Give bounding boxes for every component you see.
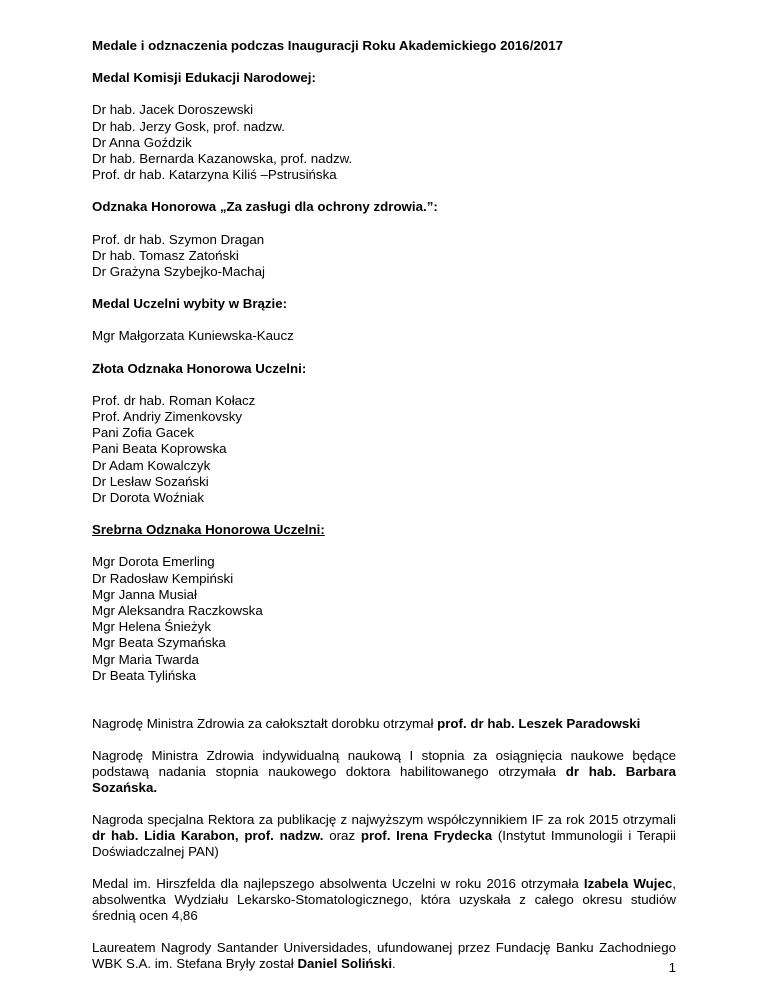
recipient-name: Mgr Helena Śnieżyk: [92, 619, 211, 635]
award-paragraph-minister-scientific: [92, 748, 676, 797]
recipient-name: Mgr Aleksandra Raczkowska: [92, 603, 263, 619]
recipient-list-health-badge: [92, 232, 676, 281]
recipient-name: Mgr Dorota Emerling: [92, 554, 215, 570]
document-page: [92, 38, 676, 988]
recipient-name: Dr Adam Kowalczyk: [92, 457, 211, 473]
document-title: Medale i odznaczenia podczas Inauguracji Roku Akademickiego 2016/2017: [92, 38, 563, 53]
recipient-name: Prof. Andriy Zimenkovsky: [92, 409, 243, 425]
recipient-name: Dr hab. Tomasz Zatoński: [92, 247, 239, 263]
paragraph-text: Laureatem Nagrody Santander Universidades, ufundowanej przez Fundację Banku Zachodniego WBK S.A. im. Stefana Bryły został: [92, 940, 676, 972]
recipient-list-ken-medal: [92, 102, 676, 183]
recipient-list-bronze-medal: [92, 328, 676, 344]
section-heading-silver-badge: Srebrna Odznaka Honorowa Uczelni:: [92, 522, 325, 538]
page-number: 1: [668, 960, 676, 975]
paragraph-text: Nagrodę Ministra Zdrowia indywidualną naukową I stopnia za osiągnięcia naukowe będące podstawą nadania stopnia naukowego doktora habilitowanego otrzymała: [92, 747, 676, 779]
paragraph-recipient: Izabela Wujec: [583, 876, 673, 892]
award-paragraph-hirszfeld-medal: [92, 876, 676, 925]
section-heading-gold-badge: Złota Odznaka Honorowa Uczelni:: [92, 360, 307, 376]
award-paragraph-santander: [92, 940, 676, 972]
paragraph-recipient: prof. Irena Frydecka: [360, 828, 493, 844]
recipient-name: Pani Zofia Gacek: [92, 425, 194, 441]
recipient-name: Dr Radosław Kempiński: [92, 570, 234, 586]
recipient-name: Prof. dr hab. Roman Kołacz: [92, 392, 256, 408]
paragraph-text: Nagroda specjalna Rektora za publikację z najwyższym współczynnikiem IF za rok 2015 otrzymali: [92, 811, 676, 827]
recipient-name: Prof. dr hab. Szymon Dragan: [92, 231, 265, 247]
recipient-name: Mgr Maria Twarda: [92, 651, 199, 667]
paragraph-recipient: dr hab. Barbara Sozańska.: [92, 764, 677, 796]
paragraph-text: oraz: [323, 828, 361, 844]
recipient-name: Dr Beata Tylińska: [92, 667, 196, 683]
section-heading-health-badge: Odznaka Honorowa „Za zasługi dla ochrony zdrowia.”:: [92, 199, 438, 215]
recipient-name: Dr Anna Goździk: [92, 134, 192, 150]
recipient-list-gold-badge: [92, 393, 676, 506]
recipient-name: Mgr Beata Szymańska: [92, 635, 226, 651]
recipient-name: Mgr Małgorzata Kuniewska-Kaucz: [92, 328, 294, 344]
recipient-name: Prof. dr hab. Katarzyna Kiliś –Pstrusińska: [92, 167, 337, 183]
recipient-list-silver-badge: [92, 554, 676, 684]
recipient-name: Mgr Janna Musiał: [92, 586, 197, 602]
paragraph-recipient: dr hab. Lidia Karabon, prof. nadzw.: [92, 828, 324, 844]
paragraph-text: Medal im. Hirszfelda dla najlepszego absolwenta Uczelni w roku 2016 otrzymała: [92, 876, 584, 892]
paragraph-text: , absolwentka Wydziału Lekarsko-Stomatologicznego, która uzyskała z całego okresu studiów średnią ocen 4,86: [92, 876, 676, 924]
paragraph-text: .: [392, 956, 396, 972]
paragraph-text: (Instytut Immunologii i Terapii Doświadczalnej PAN): [92, 828, 677, 860]
recipient-name: Dr Lesław Sozański: [92, 473, 209, 489]
paragraph-recipient: prof. dr hab. Leszek Paradowski: [437, 716, 641, 732]
award-paragraph-rector-special: [92, 812, 676, 861]
recipient-name: Pani Beata Koprowska: [92, 441, 227, 457]
paragraph-text: Nagrodę Ministra Zdrowia za całokształt dorobku otrzymał: [92, 716, 438, 732]
recipient-name: Dr Dorota Woźniak: [92, 490, 205, 506]
award-paragraph-minister-lifetime: [92, 716, 676, 732]
recipient-name: Dr hab. Jacek Doroszewski: [92, 102, 254, 118]
paragraph-recipient: Daniel Soliński: [297, 956, 393, 972]
recipient-name: Dr hab. Jerzy Gosk, prof. nadzw.: [92, 118, 285, 134]
recipient-name: Dr hab. Bernarda Kazanowska, prof. nadzw.: [92, 151, 353, 167]
section-heading-ken-medal: Medal Komisji Edukacji Narodowej:: [92, 70, 316, 86]
recipient-name: Dr Grażyna Szybejko-Machaj: [92, 264, 265, 280]
section-heading-bronze-medal: Medal Uczelni wybity w Brązie:: [92, 296, 288, 312]
